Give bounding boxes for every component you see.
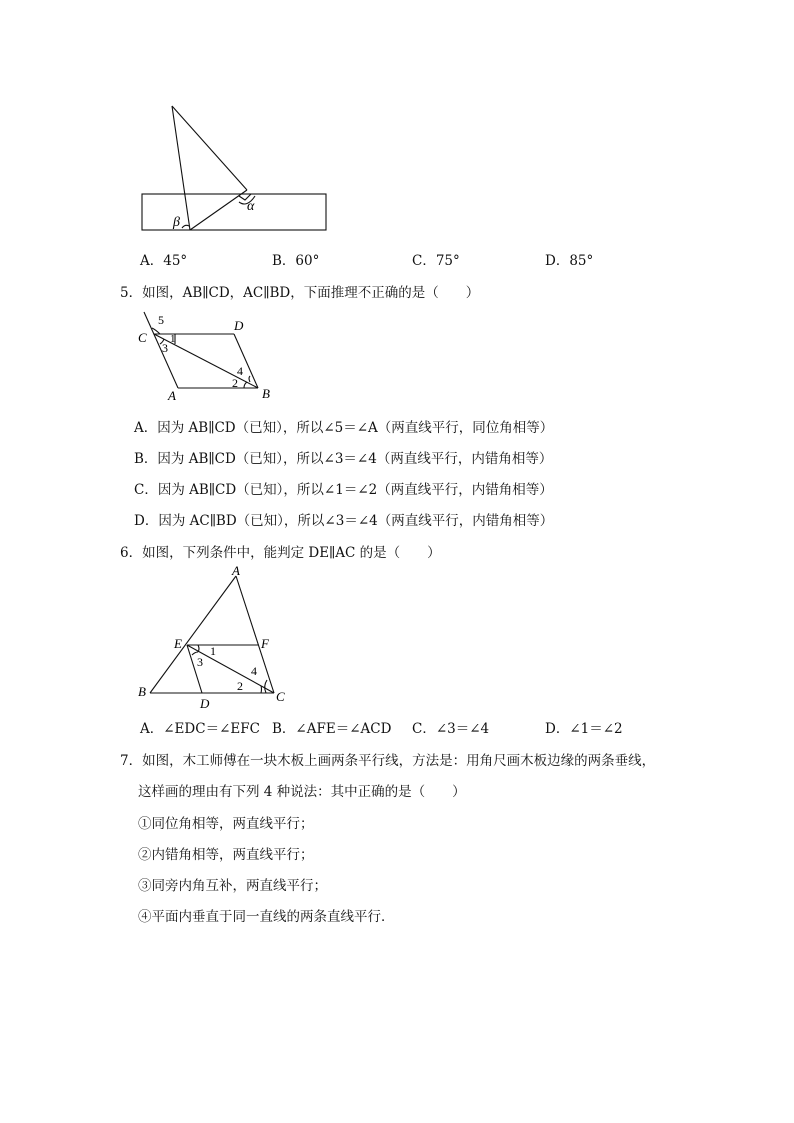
q6-stem: 6．如图，下列条件中，能判定 DE∥AC 的是（ ） bbox=[120, 545, 441, 561]
q4-option-a: A．45° bbox=[140, 253, 188, 269]
label-E: E bbox=[174, 636, 182, 651]
q6-option-b: B．∠AFE＝∠ACD bbox=[272, 721, 392, 737]
q7-line-2: 这样画的理由有下列 4 种说法：其中正确的是（ ） bbox=[138, 784, 466, 800]
label-A: A bbox=[232, 563, 240, 578]
q7-item-4: ④平面内垂直于同一直线的两条直线平行． bbox=[138, 909, 395, 925]
arc-1 bbox=[198, 645, 199, 652]
label-2: 2 bbox=[232, 376, 238, 390]
ruler-top-edge bbox=[172, 106, 247, 190]
q4-option-b: B．60° bbox=[272, 253, 320, 269]
q6-option-a: A．∠EDC＝∠EFC bbox=[140, 721, 260, 737]
beta-arc bbox=[182, 225, 189, 228]
label-2: 2 bbox=[237, 679, 243, 693]
q5-option-b: B．因为 AB∥CD（已知），所以∠3＝∠4（两直线平行，内错角相等） bbox=[134, 451, 553, 467]
label-3: 3 bbox=[197, 655, 203, 669]
label-D: D bbox=[200, 696, 210, 711]
q5-option-d: D．因为 AC∥BD（已知），所以∠3＝∠4（两直线平行，内错角相等） bbox=[134, 513, 554, 529]
label-4: 4 bbox=[251, 664, 257, 678]
q7-line-1: 7．如图，木工师傅在一块木板上画两条平行线，方法是：用角尺画木板边缘的两条垂线， bbox=[120, 753, 656, 769]
label-B: B bbox=[138, 684, 146, 699]
figure-q6 bbox=[130, 562, 300, 712]
q7-item-2: ②内错角相等，两直线平行； bbox=[138, 847, 314, 863]
label-D: D bbox=[234, 318, 244, 333]
label-4: 4 bbox=[237, 364, 243, 378]
q6-option-d: D．∠1＝∠2 bbox=[545, 721, 623, 737]
q4-option-c: C．75° bbox=[412, 253, 460, 269]
label-F: F bbox=[261, 636, 269, 651]
label-A: A bbox=[168, 388, 176, 402]
label-3: 3 bbox=[162, 341, 168, 355]
segment-AB bbox=[150, 576, 236, 693]
ruler-bottom-edge bbox=[190, 190, 247, 230]
q6-option-c: C．∠3＝∠4 bbox=[412, 721, 490, 737]
q5-option-c: C．因为 AB∥CD（已知），所以∠1＝∠2（两直线平行，内错角相等） bbox=[134, 482, 553, 498]
ruler-left-edge bbox=[172, 106, 190, 230]
q4-option-d: D．85° bbox=[545, 253, 594, 269]
label-B: B bbox=[262, 386, 270, 401]
arc-4 bbox=[249, 376, 250, 382]
label-1: 1 bbox=[210, 644, 216, 658]
arc-4 bbox=[265, 680, 267, 693]
beta-label: β bbox=[173, 215, 180, 230]
arc-2 bbox=[244, 382, 247, 388]
label-C: C bbox=[276, 689, 285, 704]
label-C: C bbox=[138, 330, 147, 345]
q5-option-a: A．因为 AB∥CD（已知），所以∠5＝∠A（两直线平行，同位角相等） bbox=[134, 420, 554, 436]
q7-item-1: ①同位角相等，两直线平行； bbox=[138, 816, 314, 832]
figure-q4 bbox=[135, 100, 335, 240]
arc-2 bbox=[261, 686, 262, 693]
q5-stem: 5．如图，AB∥CD，AC∥BD，下面推理不正确的是（ ） bbox=[120, 285, 480, 301]
alpha-label: α bbox=[247, 199, 255, 214]
label-5: 5 bbox=[158, 313, 164, 327]
q7-item-3: ③同旁内角互补，两直线平行； bbox=[138, 878, 327, 894]
label-1: 1 bbox=[170, 333, 176, 345]
figure-q5 bbox=[130, 306, 290, 402]
